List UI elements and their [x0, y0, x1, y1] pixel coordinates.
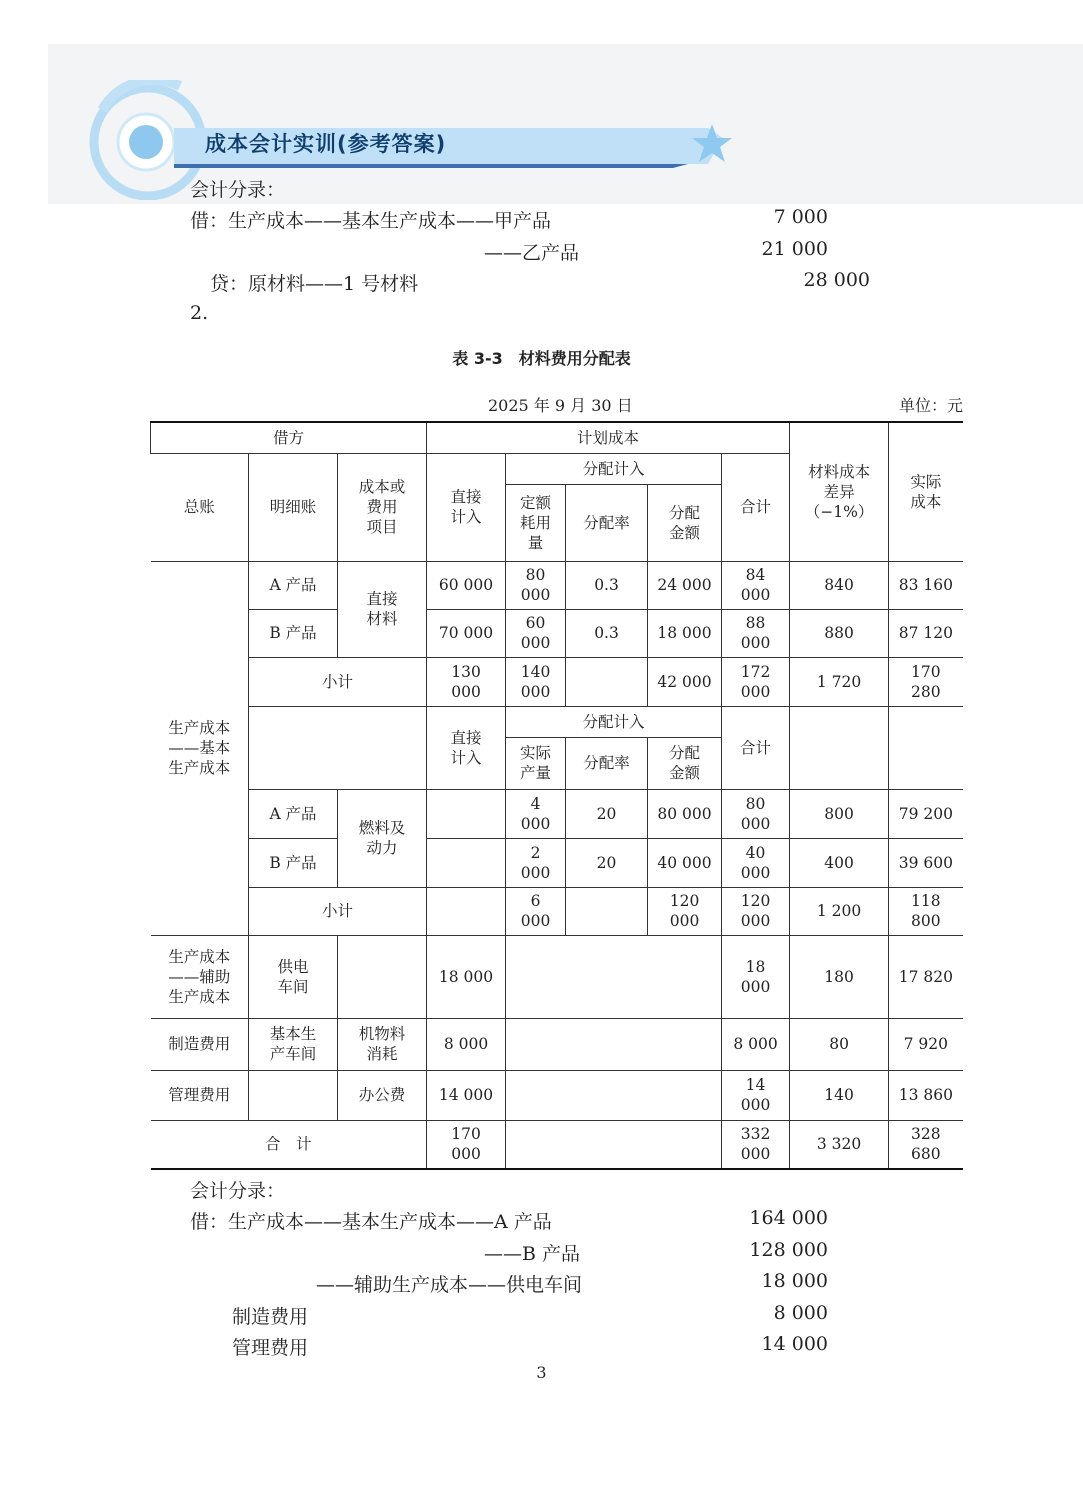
cell: 1 200 [790, 887, 889, 935]
entry1-debit-line-2: ——乙产品 [484, 242, 580, 264]
header-direct: 直接 计入 [427, 453, 506, 561]
cell: 17 820 [889, 935, 963, 1018]
entry2-amount-3: 18 000 [761, 1270, 828, 1292]
entry1-debit-line-1: 借：生产成本——基本生产成本——甲产品 [190, 210, 552, 232]
cell: 14 000 [722, 1070, 790, 1120]
entry2-title: 会计分录： [190, 1180, 286, 1202]
cell: 83 160 [889, 561, 963, 609]
subheader-rate: 分配率 [566, 737, 648, 789]
cell: 170 000 [427, 1120, 506, 1169]
cell: 130 000 [427, 657, 506, 706]
cell: B 产品 [249, 838, 338, 887]
cell [506, 1120, 722, 1169]
cell: B 产品 [249, 609, 338, 657]
cell [338, 935, 427, 1018]
cell: 20 [566, 789, 648, 838]
table-row [151, 609, 963, 657]
table-row [151, 1070, 963, 1120]
cell: A 产品 [249, 561, 338, 609]
cell: 4 000 [506, 789, 566, 838]
table-row [151, 887, 963, 935]
cell: 80 000 [506, 561, 566, 609]
cell: 328 680 [889, 1120, 963, 1169]
cell: 40 000 [722, 838, 790, 887]
header-actual: 实际 成本 [889, 422, 963, 561]
header-plan-cost: 计划成本 [427, 422, 790, 453]
cell: 84 000 [722, 561, 790, 609]
header-detail: 明细账 [249, 453, 338, 561]
section-number: 2. [190, 302, 209, 324]
cell: 42 000 [648, 657, 722, 706]
subheader-direct: 直接 计入 [427, 706, 506, 789]
cell [889, 706, 963, 789]
cell [566, 887, 648, 935]
cell [506, 935, 722, 1018]
cell: 39 600 [889, 838, 963, 887]
cell: 小计 [249, 887, 427, 935]
cell: 70 000 [427, 609, 506, 657]
cell: 880 [790, 609, 889, 657]
cell: 400 [790, 838, 889, 887]
entry1-credit-line: 贷：原材料——1 号材料 [210, 273, 419, 295]
cell: 87 120 [889, 609, 963, 657]
header-rate: 分配率 [566, 484, 648, 561]
entry2-debit-line-4: 制造费用 [232, 1306, 309, 1328]
subheader-total: 合计 [722, 706, 790, 789]
cell: 合 计 [151, 1120, 427, 1169]
cell: 140 [790, 1070, 889, 1120]
cell: 18 000 [722, 935, 790, 1018]
entry1-amount-1: 7 000 [773, 206, 828, 228]
table-unit: 单位：元 [898, 396, 963, 415]
cell: 88 000 [722, 609, 790, 657]
cell: 118 800 [889, 887, 963, 935]
table-subheader-row [151, 706, 963, 737]
table-row [151, 561, 963, 609]
header-item: 成本或 费用 项目 [338, 453, 427, 561]
cell: 120 000 [722, 887, 790, 935]
ledger-basic-production: 生产成本 ——基本 生产成本 [151, 561, 249, 935]
cell: 办公费 [338, 1070, 427, 1120]
cell: 332 000 [722, 1120, 790, 1169]
table-total-row [151, 1120, 963, 1169]
item-fuel-power: 燃料及 动力 [338, 789, 427, 887]
cell: 20 [566, 838, 648, 887]
table-caption: 表 3-3 材料费用分配表 [452, 349, 631, 368]
header-total: 合计 [722, 453, 790, 561]
entry1-amount-3: 28 000 [803, 269, 870, 291]
cell [249, 706, 427, 789]
cell: 840 [790, 561, 889, 609]
cell: 2 000 [506, 838, 566, 887]
cell: 13 860 [889, 1070, 963, 1120]
cell: 180 [790, 935, 889, 1018]
entry2-debit-line-1: 借：生产成本——基本生产成本——A 产品 [190, 1211, 552, 1233]
cell [427, 838, 506, 887]
cell: 7 920 [889, 1018, 963, 1070]
cell: 供电 车间 [249, 935, 338, 1018]
subheader-quantity: 实际 产量 [506, 737, 566, 789]
cell: 8 000 [427, 1018, 506, 1070]
cell: 80 000 [648, 789, 722, 838]
page-number: 3 [536, 1363, 547, 1382]
cell: 18 000 [648, 609, 722, 657]
cell: 80 [790, 1018, 889, 1070]
entry2-debit-line-2: ——B 产品 [484, 1243, 581, 1265]
cell: 60 000 [427, 561, 506, 609]
cell: 80 000 [722, 789, 790, 838]
cell: 800 [790, 789, 889, 838]
ledger-manufacturing-overhead: 制造费用 [151, 1018, 249, 1070]
cell: 1 720 [790, 657, 889, 706]
header-variance: 材料成本 差异 （−1%） [790, 422, 889, 561]
cell: 172 000 [722, 657, 790, 706]
cell: 140 000 [506, 657, 566, 706]
material-cost-allocation-table [150, 421, 963, 1170]
cell [506, 1018, 722, 1070]
entry1-amount-2: 21 000 [761, 238, 828, 260]
cell: 8 000 [722, 1018, 790, 1070]
table-row [151, 935, 963, 1018]
cell: A 产品 [249, 789, 338, 838]
entry2-amount-2: 128 000 [749, 1239, 828, 1261]
table-row [151, 657, 963, 706]
cell: 79 200 [889, 789, 963, 838]
cell: 40 000 [648, 838, 722, 887]
entry2-amount-1: 164 000 [749, 1207, 828, 1229]
header-debit: 借方 [151, 422, 427, 453]
table-row [151, 838, 963, 887]
header-quota: 定额 耗用 量 [506, 484, 566, 561]
cell: 60 000 [506, 609, 566, 657]
cell: 基本生 产车间 [249, 1018, 338, 1070]
book-title: 成本会计实训(参考答案) [205, 132, 447, 156]
cell [427, 887, 506, 935]
table-row [151, 1018, 963, 1070]
cell: 3 320 [790, 1120, 889, 1169]
entry2-debit-line-3: ——辅助生产成本——供电车间 [316, 1274, 583, 1296]
cell [506, 1070, 722, 1120]
ledger-administrative-expense: 管理费用 [151, 1070, 249, 1120]
cell: 机物料 消耗 [338, 1018, 427, 1070]
table-row [151, 789, 963, 838]
cell: 小计 [249, 657, 427, 706]
ledger-auxiliary-production: 生产成本 ——辅助 生产成本 [151, 935, 249, 1018]
item-direct-material: 直接 材料 [338, 561, 427, 657]
cell [427, 789, 506, 838]
entry2-debit-line-5: 管理费用 [232, 1337, 309, 1359]
cell: 24 000 [648, 561, 722, 609]
cell: 6 000 [506, 887, 566, 935]
cell: 0.3 [566, 561, 648, 609]
cell [790, 706, 889, 789]
cell: 170 280 [889, 657, 963, 706]
header-allocation: 分配计入 [506, 453, 722, 484]
header-amount: 分配 金额 [648, 484, 722, 561]
cell: 18 000 [427, 935, 506, 1018]
entry2-amount-4: 8 000 [773, 1302, 828, 1324]
table-date: 2025 年 9 月 30 日 [488, 396, 633, 415]
subheader-amount: 分配 金额 [648, 737, 722, 789]
entry1-title: 会计分录： [190, 179, 286, 201]
entry2-amount-5: 14 000 [761, 1333, 828, 1355]
cell [566, 657, 648, 706]
cell [249, 1070, 338, 1120]
header-ledger: 总账 [151, 453, 249, 561]
subheader-allocation: 分配计入 [506, 706, 722, 737]
cell: 120 000 [648, 887, 722, 935]
cell: 14 000 [427, 1070, 506, 1120]
cell: 0.3 [566, 609, 648, 657]
